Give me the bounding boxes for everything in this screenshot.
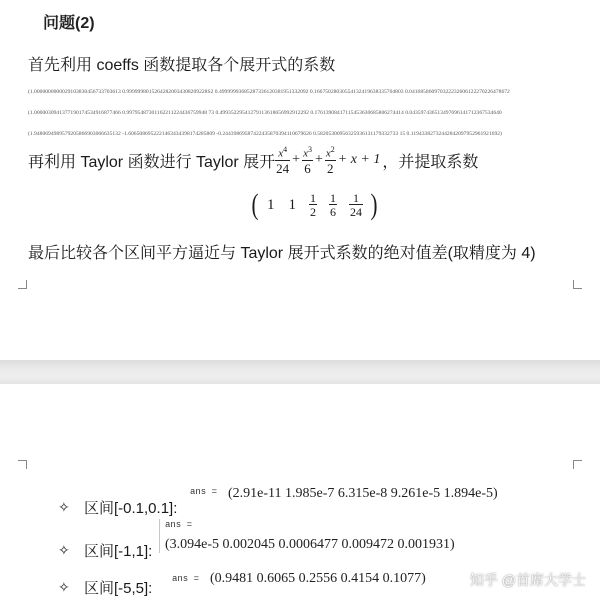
bullet-item: [58, 497, 177, 518]
ans-label: ans =: [165, 520, 193, 530]
taylor-term-2: $\frac{x^3}{6}$: [303, 145, 312, 176]
bullet-item: [58, 577, 152, 598]
page-corner-mark: [18, 460, 27, 469]
interval-label: 区间[-0.1,0.1]:: [84, 500, 178, 517]
matrix-entry-3: $\frac{1}{2}$: [310, 191, 316, 219]
taylor-coeff-matrix: ( 1 1 $\frac{1}{2}$ $\frac{1}{6}$ $\frac{1}{24}$ ): [251, 188, 378, 221]
ans-vector: (2.91e-11 1.985e-7 6.315e-8 9.261e-5 1.894e-5): [228, 486, 498, 501]
page-corner-mark: [573, 460, 582, 469]
taylor-term-1: $\frac{x^4}{24}$: [276, 145, 290, 176]
section-heading: 问题(2): [43, 15, 95, 32]
bullet-star-icon: ✧: [58, 499, 70, 515]
ans-vector: (0.9481 0.6065 0.2556 0.4154 0.1077): [210, 571, 426, 586]
taylor-paragraph: [28, 146, 478, 175]
ans-label: ans =: [190, 487, 218, 497]
bullet-star-icon: ✧: [58, 542, 70, 558]
taylor-term-3: $\frac{x^2}{2}$: [325, 145, 335, 176]
taylor-prefix: 再利用 Taylor 函数进行 Taylor 展开: [28, 153, 276, 171]
watermark-text: 知乎 @首席大学士: [469, 572, 586, 588]
taylor-tail: + x + 1: [337, 152, 381, 168]
comparison-paragraph: 最后比较各个区间平方逼近与 Taylor 展开式系数的绝对值差(取精度为 4): [28, 245, 536, 262]
ans-margin-bar: [159, 519, 160, 553]
coeff-row-1: (1.0000000000029103830456733703613 0.99999980152642820034308209228S2 0.49999993685287336120381951332092 0.16675028030554132419638335704803 0.041685860970322232606122270226478672: [28, 89, 510, 95]
page-corner-mark: [18, 280, 27, 289]
ans-vector: (3.094e-5 0.002045 0.0006477 0.009472 0.001931): [165, 537, 455, 552]
page-break-gap: [0, 360, 600, 384]
coeff-row-3: (1.9480694989579205866903066635132 -1.6065086952221463434398174285809 -0.24439869587422435870394110679626 0.58205300956325936131179332733 15 0.11943382732442842097952961921692): [28, 131, 502, 137]
matrix-entry-4: $\frac{1}{6}$: [330, 191, 336, 219]
coeff-row-2: (1.0000030941377190174534916877466 0.99795487301162211224436759948 73 0.49935229541279113618656992912292 0.17613908417115453630685806274414 0.043597436513497696141712367534640: [28, 110, 502, 116]
intro-paragraph: 首先利用 coeffs 函数提取各个展开式的系数: [28, 57, 336, 74]
ans-label: ans =: [172, 574, 200, 584]
bullet-star-icon: ✧: [58, 579, 70, 595]
page-corner-mark: [573, 280, 582, 289]
taylor-suffix: ，并提取系数: [382, 153, 479, 171]
interval-label: 区间[-1,1]:: [84, 543, 153, 560]
matrix-entry-2: 1: [288, 196, 296, 213]
matrix-entry-1: 1: [267, 196, 275, 213]
bullet-item: [58, 540, 152, 561]
interval-label: 区间[-5,5]:: [84, 580, 153, 597]
taylor-expression: $\frac{x^4}{24}$ + $\frac{x^3}{6}$ + $\frac{x^2}{2}$ + x + 1: [276, 145, 381, 176]
matrix-entry-5: $\frac{1}{24}$: [350, 191, 362, 219]
